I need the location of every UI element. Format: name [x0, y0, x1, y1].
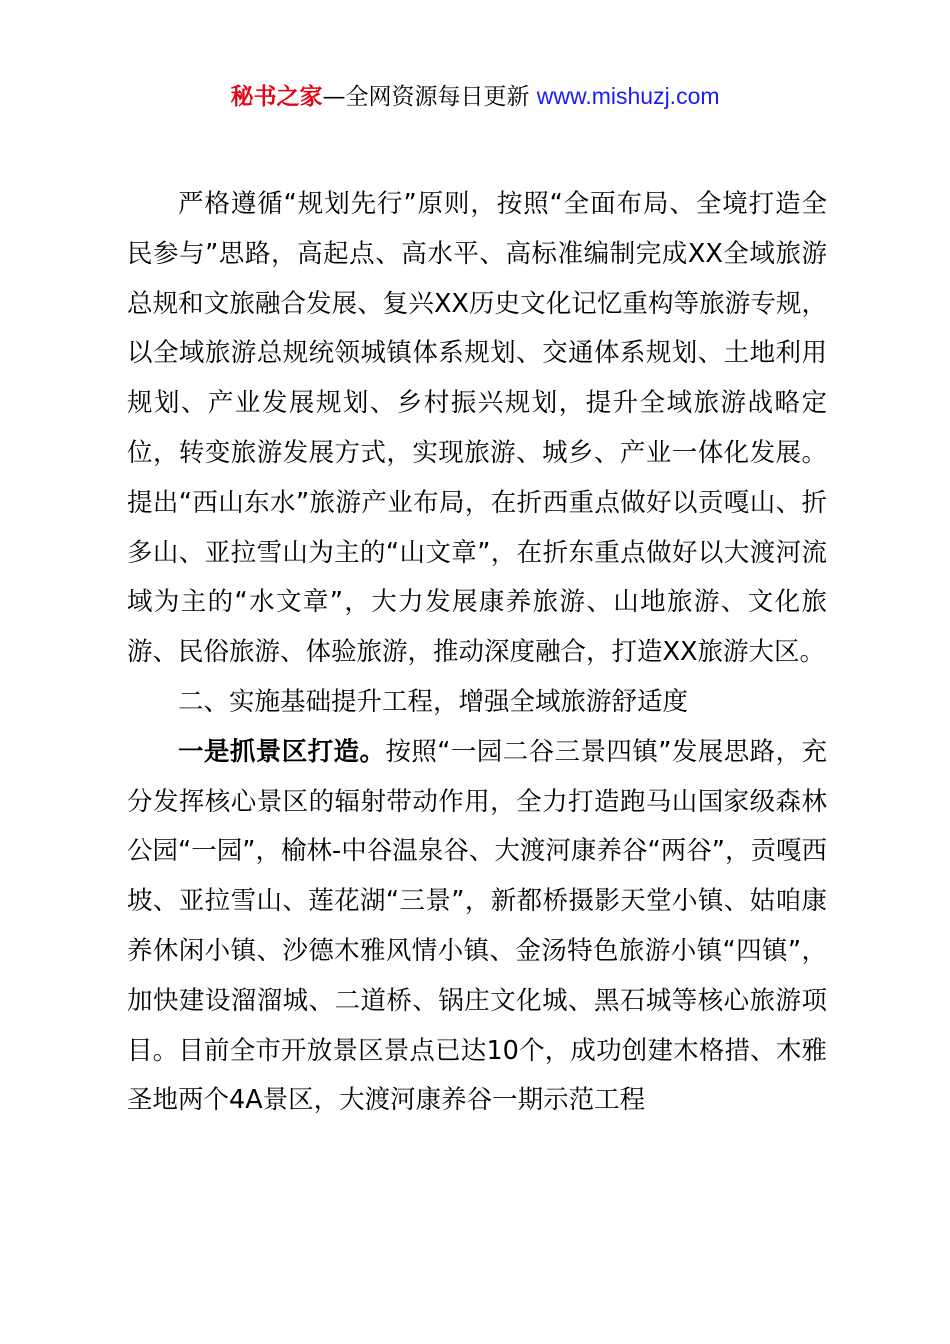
- header-tagline: —全网资源每日更新: [322, 84, 537, 110]
- document-body: [127, 180, 827, 1126]
- brand-name: 秘书之家: [230, 84, 323, 110]
- paragraph-planning: 严格遵循“规划先行”原则，按照“全面布局、全境打造全民参与”思路，高起点、高水平、高标准编制完成XX全域旅游总规和文旅融合发展、复兴XX历史文化记忆重构等旅游专规，以全域旅游总规统领城镇体系规划、交通体系规划、土地利用规划、产业发展规划、乡村振兴规划，提升全域旅游战略定位，转变旅游发展方式，实现旅游、城乡、产业一体化发展。提出“西山东水”旅游产业布局，在折西重点做好以贡嘎山、折多山、亚拉雪山为主的“山文章”，在折东重点做好以大渡河流域为主的“水文章”，大力发展康养旅游、山地旅游、文化旅游、民俗旅游、体验旅游，推动深度融合，打造XX旅游大区。: [127, 189, 827, 668]
- site-header: [0, 78, 950, 115]
- paragraph-scenic-areas: [127, 728, 827, 1126]
- paragraph-lead: 一是抓景区打造。: [178, 736, 386, 767]
- section-heading-2: 二、实施基础提升工程，增强全域旅游舒适度: [178, 686, 689, 717]
- site-url-link[interactable]: www.mishuzj.com: [536, 83, 720, 109]
- paragraph-text: 按照“一园二谷三景四镇”发展思路，充分发挥核心景区的辐射带动作用，全力打造跑马山国家级森林公园“一园”，榆林-中谷温泉谷、大渡河康养谷“两谷”，贡嘎西坡、亚拉雪山、莲花湖“三景”，新都桥摄影天堂小镇、姑咱康养休闲小镇、沙德木雅风情小镇、金汤特色旅游小镇“四镇”，加快建设溜溜城、二道桥、锅庄文化城、黑石城等核心旅游项目。目前全市开放景区景点已达10个，成功创建木格措、木雅圣地两个4A景区，大渡河康养谷一期示范工程: [127, 736, 827, 1116]
